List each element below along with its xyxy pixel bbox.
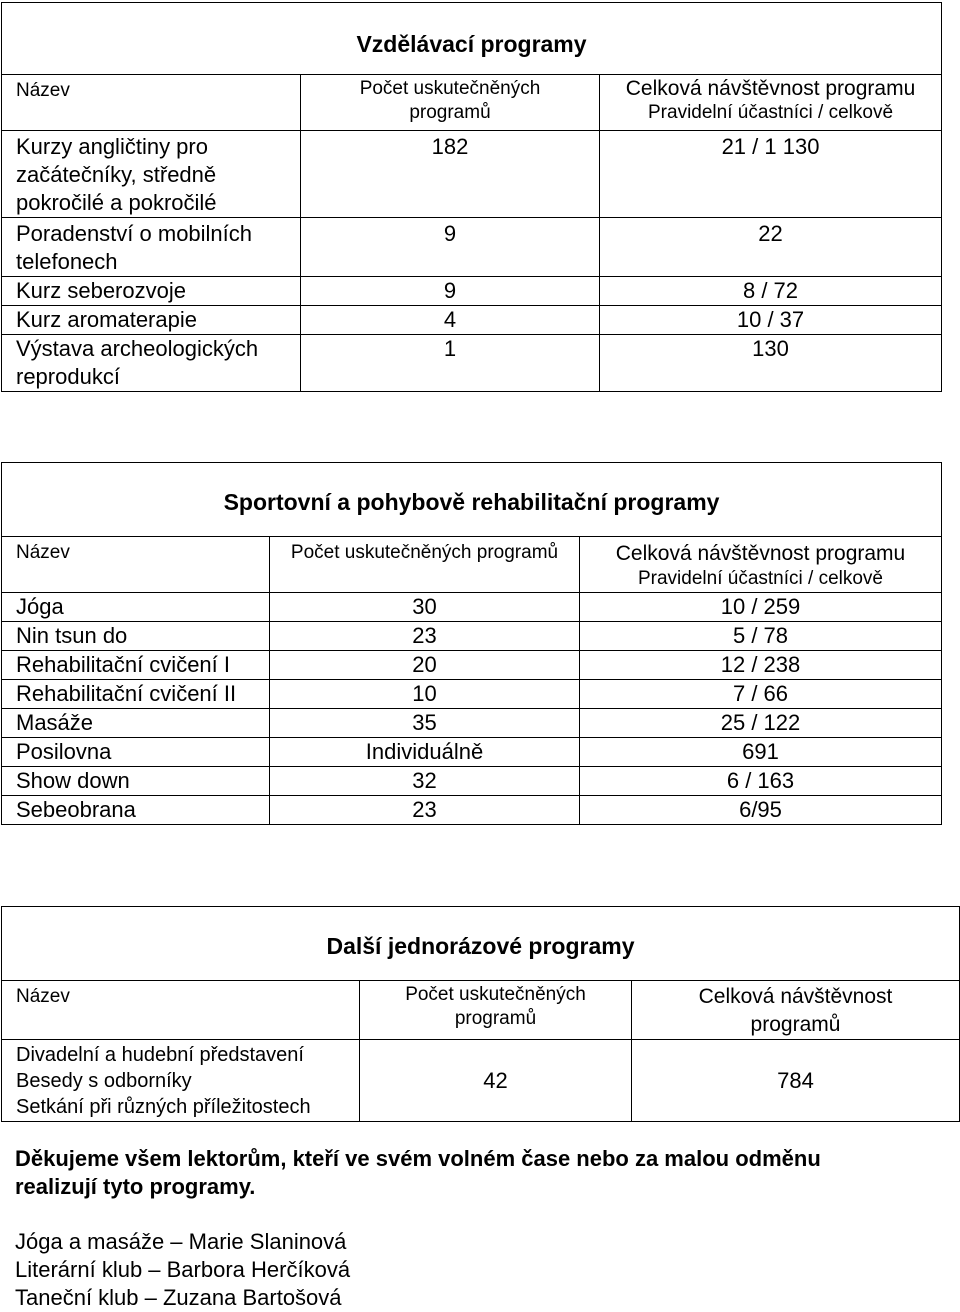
program-visits: 7 / 66 <box>580 680 942 709</box>
column-header-count: Počet uskutečněných programů <box>360 981 632 1040</box>
program-visits: 12 / 238 <box>580 651 942 680</box>
table-row <box>2 277 942 306</box>
program-visits: 8 / 72 <box>600 277 942 306</box>
thanks-note: Děkujeme všem lektorům, kteří ve svém volném čase nebo za malou odměnu realizují tyto programy. <box>15 1146 821 1199</box>
program-count: 182 <box>301 131 600 218</box>
program-name: Rehabilitační cvičení II <box>2 680 270 709</box>
table-row <box>2 796 942 825</box>
lecturer-item: Jóga a masáže – Marie Slaninová <box>15 1229 347 1254</box>
column-header-count: Počet uskutečněných programů <box>270 537 580 593</box>
program-name: Divadelní a hudební představení <box>16 1044 304 1066</box>
column-header-name: Název <box>2 75 301 131</box>
program-name: Kurz seberozvoje <box>2 277 301 306</box>
lecturer-item: Taneční klub – Zuzana Bartošová <box>15 1285 342 1310</box>
program-name: Sebeobrana <box>2 796 270 825</box>
column-header-name: Název <box>2 981 360 1040</box>
program-visits: 25 / 122 <box>580 709 942 738</box>
program-name: Posilovna <box>2 738 270 767</box>
table-row <box>2 680 942 709</box>
column-header-visits: Celková návštěvnost programu Pravidelní účastníci / celkově <box>580 537 942 593</box>
program-name: Kurz aromaterapie <box>2 306 301 335</box>
table-row <box>2 651 942 680</box>
lecturer-item: Literární klub – Barbora Herčíková <box>15 1257 351 1282</box>
program-name: Rehabilitační cvičení I <box>2 651 270 680</box>
program-count: 42 <box>360 1040 632 1122</box>
program-count: 1 <box>301 335 600 392</box>
program-count: 4 <box>301 306 600 335</box>
table-row <box>2 593 942 622</box>
program-name: Besedy s odborníky <box>16 1070 192 1092</box>
table-row <box>2 218 942 277</box>
column-header-visits: Celková návštěvnost programu Pravidelní účastníci / celkově <box>600 75 942 131</box>
program-visits: 22 <box>600 218 942 277</box>
column-header-count: Počet uskutečněných programů <box>301 75 600 131</box>
program-visits: 21 / 1 130 <box>600 131 942 218</box>
section-title: Další jednorázové programy <box>2 907 960 981</box>
program-name: Poradenství o mobilních telefonech <box>2 218 301 277</box>
program-count: 30 <box>270 593 580 622</box>
program-count: 9 <box>301 277 600 306</box>
education-programs-table <box>1 2 942 392</box>
program-count: 32 <box>270 767 580 796</box>
table-row <box>2 131 942 218</box>
program-name: Show down <box>2 767 270 796</box>
program-name: Setkání při různých příležitostech <box>16 1096 311 1118</box>
sport-programs-table <box>1 462 942 825</box>
program-visits: 10 / 37 <box>600 306 942 335</box>
program-count: 23 <box>270 622 580 651</box>
program-name: Nin tsun do <box>2 622 270 651</box>
program-name: Jóga <box>2 593 270 622</box>
column-header-name: Název <box>2 537 270 593</box>
program-visits: 5 / 78 <box>580 622 942 651</box>
column-header-visits: Celková návštěvnost programů <box>632 981 960 1040</box>
program-visits: 10 / 259 <box>580 593 942 622</box>
program-name: Výstava archeologických reprodukcí <box>2 335 301 392</box>
program-name-list <box>2 1040 360 1122</box>
program-visits: 784 <box>632 1040 960 1122</box>
program-name: Kurzy angličtiny pro začátečníky, středně pokročilé a pokročilé <box>2 131 301 218</box>
lecturers-list <box>15 1228 350 1312</box>
program-count: 9 <box>301 218 600 277</box>
section-title: Sportovní a pohybově rehabilitační programy <box>2 463 942 537</box>
oneoff-programs-table <box>1 906 960 1122</box>
table-row <box>2 306 942 335</box>
program-count: 23 <box>270 796 580 825</box>
program-count: 35 <box>270 709 580 738</box>
table-row <box>2 738 942 767</box>
program-visits: 691 <box>580 738 942 767</box>
program-count: Individuálně <box>270 738 580 767</box>
program-count: 10 <box>270 680 580 709</box>
table-row <box>2 709 942 738</box>
program-name: Masáže <box>2 709 270 738</box>
program-visits: 130 <box>600 335 942 392</box>
program-visits: 6 / 163 <box>580 767 942 796</box>
program-visits: 6/95 <box>580 796 942 825</box>
table-row <box>2 622 942 651</box>
table-row <box>2 767 942 796</box>
program-count: 20 <box>270 651 580 680</box>
section-title: Vzdělávací programy <box>2 3 942 75</box>
table-row <box>2 335 942 392</box>
table-row <box>2 1040 960 1122</box>
